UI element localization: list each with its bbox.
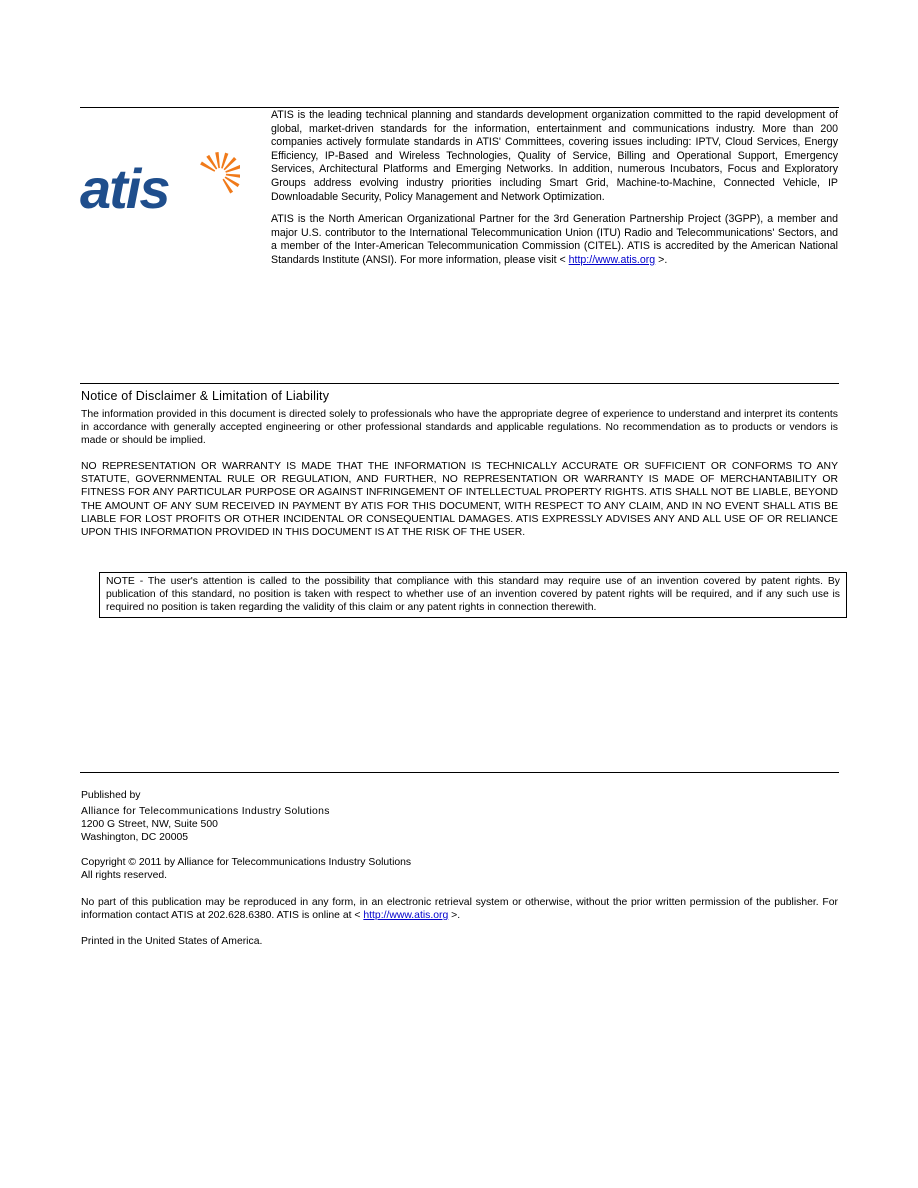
- publisher-address: [81, 805, 838, 845]
- logo-burst-ray: [215, 152, 220, 168]
- reproduction-notice: [81, 896, 838, 922]
- rights-line: All rights reserved.: [81, 870, 168, 882]
- publisher-street: 1200 G Street, NW, Suite 500: [81, 819, 218, 831]
- atis-partnership-paragraph: [271, 213, 838, 267]
- warranty-disclaimer-paragraph: NO REPRESENTATION OR WARRANTY IS MADE THAT THE INFORMATION IS TECHNICALLY ACCURATE OR SUFFICIENT OR CONFORMS TO ANY STATUTE, GOVERNMENTAL RULE OR REGULATION, AND FURTHER, NO REPRESENTATION OR WARRANTY IS MADE OF MERCHANTABILITY OR FITNESS FOR ANY PARTICULAR PURPOSE OR AGAINST INFRINGEMENT OF INTELLECTUAL PROPERTY RIGHTS. ATIS SHALL NOT BE LIABLE, BEYOND THE AMOUNT OF ANY SUM RECEIVED IN PAYMENT BY ATIS FOR THIS DOCUMENT, WITH RESPECT TO ANY CLAIM, AND IN NO EVENT SHALL ATIS BE LIABLE FOR LOST PROFITS OR OTHER INCIDENTAL OR CONSEQUENTIAL DAMAGES. ATIS EXPRESSLY ADVISES ANY AND ALL USE OF OR RELIANCE UPON THIS INFORMATION PROVIDED IN THIS DOCUMENT IS AT THE RISK OF THE USER.: [81, 461, 838, 539]
- publication-divider: [80, 772, 839, 773]
- logo-burst-ray: [226, 174, 240, 178]
- publisher-name: Alliance for Telecommunications Industry Solutions: [81, 806, 330, 817]
- disclaimer-divider: [80, 383, 839, 384]
- disclaimer-heading: Notice of Disclaimer & Limitation of Liability: [81, 389, 330, 403]
- printed-in-notice: Printed in the United States of America.: [81, 936, 263, 947]
- partnership-text: ATIS is the North American Organizational Partner for the 3rd Generation Partnership Project (3GPP), a member and major U.S. contributor to the International Telecommunication Union (ITU) Radio and Telecommunications' Sectors, and a member of the Inter-American Telecommunication Commission (CITEL). ATIS is accredited by the American National Standards Institute (ANSI). For more information, please visit <: [271, 213, 838, 266]
- patent-note-box: NOTE - The user's attention is called to the possibility that compliance with this standard may require use of an invention covered by patent rights. By publication of this standard, no position is taken with respect to whether use of an invention covered by patent rights will be required, and if any such use is required no position is taken regarding the validity of this claim or any patent rights in connection therewith.: [99, 572, 847, 618]
- copyright-line: Copyright © 2011 by Alliance for Telecommunications Industry Solutions: [81, 857, 412, 868]
- logo-burst-icon: [200, 152, 240, 194]
- reproduction-text: No part of this publication may be reproduced in any form, in an electronic retrieval system or otherwise, without the prior written permission of the publisher. For information contact ATIS at 202.628.6380. ATIS is online at <: [81, 897, 838, 922]
- atis-online-link[interactable]: http://www.atis.org: [363, 910, 449, 922]
- disclaimer-paragraph: The information provided in this document is directed solely to professionals who have the appropriate degree of experience to understand and interpret its contents in accordance with generally accepted engineering or other professional standards and applicable regulations. No recommendation as to products or vendors is made or should be implied.: [81, 409, 838, 447]
- atis-website-link[interactable]: http://www.atis.org: [568, 253, 656, 266]
- reproduction-text-end: >.: [448, 910, 461, 922]
- atis-logo: [80, 146, 240, 212]
- logo-wordmark: atis: [80, 157, 169, 212]
- top-divider: [80, 107, 839, 108]
- published-by-label: Published by: [81, 790, 141, 801]
- publisher-city: Washington, DC 20005: [81, 832, 189, 844]
- partnership-text-end: >.: [655, 253, 668, 266]
- copyright-notice: [81, 856, 838, 882]
- about-atis-paragraph: ATIS is the leading technical planning and standards development organization committed to the rapid development of global, market-driven standards for the information, entertainment and communications industry. More than 200 companies actively formulate standards in ATIS' Committees, covering issues including: IPTV, Cloud Services, Energy Efficiency, IP-Based and Wireless Technologies, Quality of Service, Billing and Operational Support, Emergency Services, Architectural Platforms and Emerging Networks. In addition, numerous Incubators, Focus and Exploratory Groups address evolving industry priorities including Smart Grid, Machine-to-Machine, Connected Vehicle, IP Downloadable Security, Policy Management and Network Optimization.: [271, 109, 838, 203]
